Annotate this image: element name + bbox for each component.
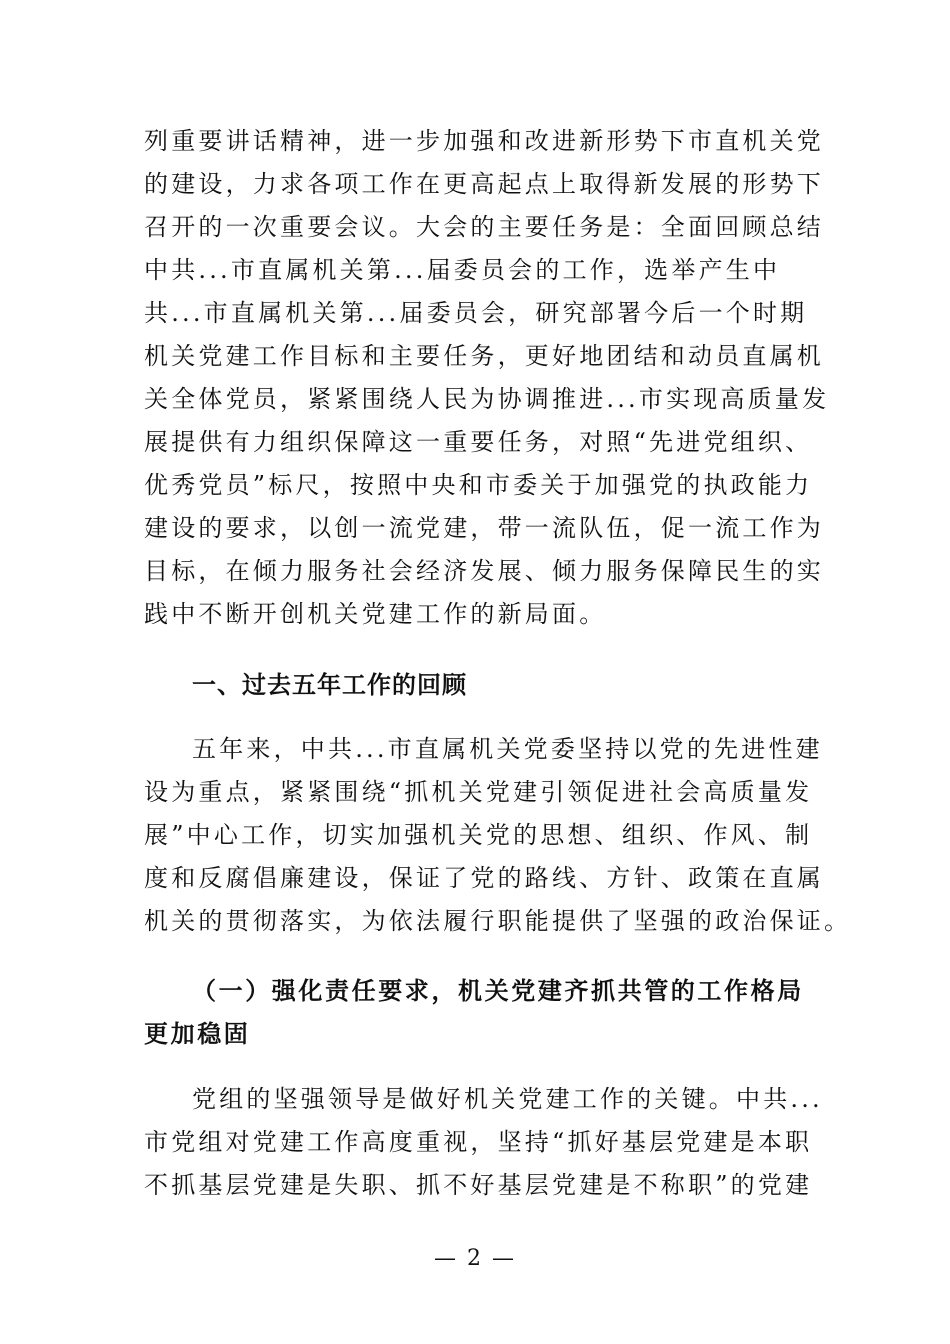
paragraph-line: 中共...市直属机关第...届委员会的工作，选举产生中: [144, 256, 781, 284]
subsection-heading: （一）强化责任要求，机关党建齐抓共管的工作格局: [192, 976, 804, 1005]
section-heading: 一、过去五年工作的回顾: [192, 671, 467, 699]
subsection-heading: 更加稳固: [144, 1019, 251, 1048]
paragraph-line: 建设的要求，以创一流党建，带一流队伍，促一流工作为: [144, 514, 824, 542]
paragraph-line: 关全体党员，紧紧围绕人民为协调推进...市实现高质量发: [144, 385, 830, 413]
paragraph-line: 优秀党员”标尺，按照中央和市委关于加强党的执政能力: [144, 471, 813, 499]
paragraph-line: 目标，在倾力服务社会经济发展、倾力服务保障民生的实: [144, 557, 824, 585]
paragraph-line: 机关的贯彻落实，为依法履行职能提供了坚强的政治保证。: [144, 907, 852, 935]
paragraph-line: 不抓基层党建是失职、抓不好基层党建是不称职”的党建: [144, 1171, 813, 1199]
paragraph-line: 召开的一次重要会议。大会的主要任务是：全面回顾总结: [144, 213, 824, 241]
paragraph-line: 展提供有力组织保障这一重要任务，对照“先进党组织、: [144, 428, 813, 456]
paragraph-line: 列重要讲话精神，进一步加强和改进新形势下市直机关党: [144, 127, 824, 155]
paragraph-line: 的建设，力求各项工作在更高起点上取得新发展的形势下: [144, 170, 824, 198]
paragraph-line: 五年来，中共...市直属机关党委坚持以党的先进性建: [192, 735, 823, 763]
page-number: — 2 —: [434, 1246, 516, 1271]
paragraph-line: 共...市直属机关第...届委员会，研究部署今后一个时期: [144, 299, 808, 327]
paragraph-line: 展”中心工作，切实加强机关党的思想、组织、作风、制: [144, 821, 813, 849]
paragraph-line: 践中不断开创机关党建工作的新局面。: [144, 600, 607, 628]
paragraph-line: 党组的坚强领导是做好机关党建工作的关键。中共...: [192, 1085, 823, 1113]
paragraph-line: 机关党建工作目标和主要任务，更好地团结和动员直属机: [144, 342, 824, 370]
paragraph-line: 度和反腐倡廉建设，保证了党的路线、方针、政策在直属: [144, 864, 824, 892]
paragraph-line: 市党组对党建工作高度重视，坚持“抓好基层党建是本职: [144, 1128, 813, 1156]
paragraph-line: 设为重点，紧紧围绕“抓机关党建引领促进社会高质量发: [144, 778, 813, 806]
